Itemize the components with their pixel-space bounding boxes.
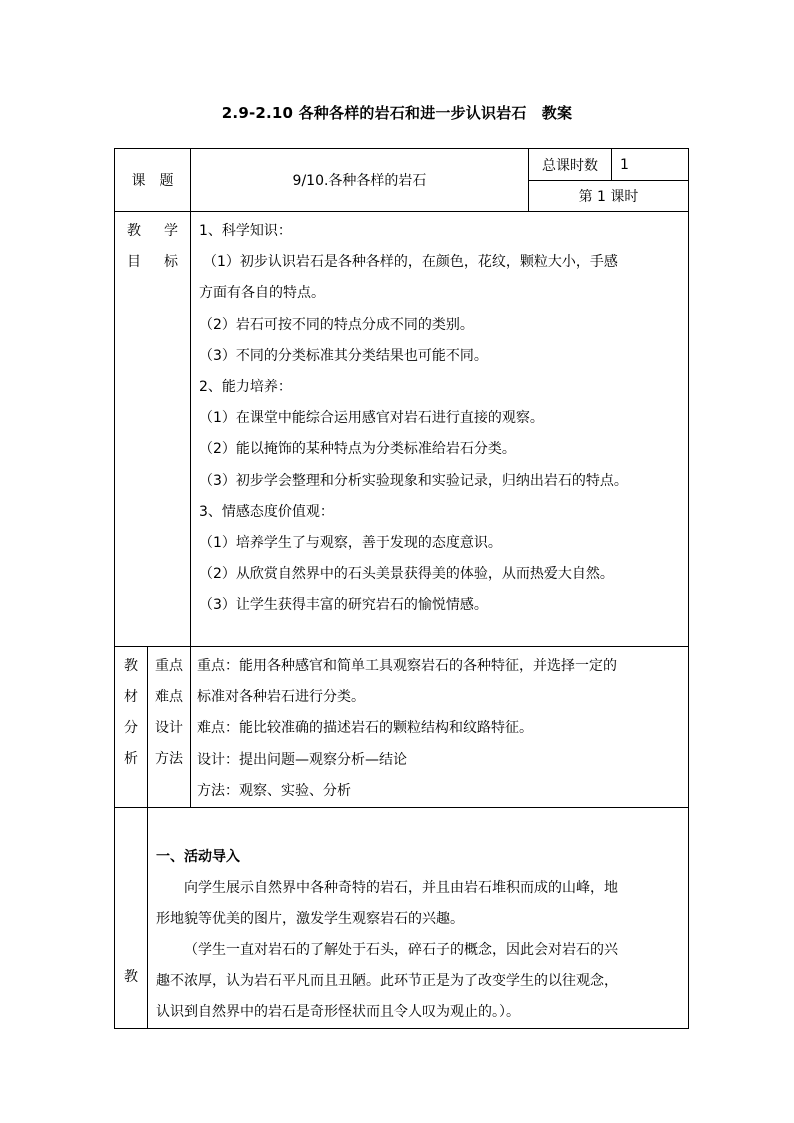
analysis-line: 重点：能用各种感官和简单工具观察岩石的各种特征，并选择一定的 [197,658,617,674]
analysis-inner-label: 难点 [155,689,183,705]
objective-line: （1）培养学生了与观察，善于发现的态度意识。 [199,535,502,552]
objective-line: （1）初步认识岩石是各种各样的，在颜色，花纹，颗粒大小，手感 [203,254,618,271]
teaching-line: 向学生展示自然界中各种奇特的岩石，并且由岩石堆积而成的山峰，地 [184,880,618,897]
analysis-inner-label: 重点 [155,658,183,674]
objective-line: 2、能力培养： [199,379,292,396]
section-heading: 一、活动导入 [156,849,240,866]
analysis-inner-label: 设计 [155,720,183,736]
teaching-label: 教 [124,969,138,986]
analysis-outer-label-cell [115,647,148,808]
analysis-line: 难点：能比较准确的描述岩石的颗粒结构和纹路特征。 [197,720,533,737]
teaching-line: 认识到自然界中的岩石是奇形怪状而且令人叹为观止的。）。 [156,1004,520,1021]
teaching-line: 形地貌等优美的图片，激发学生观察岩石的兴趣。 [156,911,464,928]
teaching-line: （学生一直对岩石的了解处于石头，碎石子的概念，因此会对岩石的兴 [184,942,618,959]
objective-line: （1）在课堂中能综合运用感官对岩石进行直接的观察。 [199,410,544,427]
objectives-content [191,212,689,647]
objectives-label-line2: 目 标 [127,254,178,270]
objective-line: （3）让学生获得丰富的研究岩石的愉悦情感。 [199,597,488,614]
topic-label: 课 题 [131,173,174,189]
analysis-outer-char: 材 [124,689,138,705]
objectives-label-line1: 教 学 [127,223,178,239]
teaching-line: 趣不浓厚，认为岩石平凡而且丑陋。此环节正是为了改变学生的以往观念， [156,973,618,990]
topic-value: 9/10.各种各样的岩石 [292,173,427,189]
teaching-content [148,808,689,1029]
analysis-outer-char: 析 [124,751,138,767]
analysis-outer-char: 教 [124,658,138,674]
analysis-inner-label: 方法 [155,751,183,767]
objective-line: （3）初步学会整理和分析实验现象和实验记录，归纳出岩石的特点。 [199,472,628,489]
objective-line: 1、科学知识： [199,223,292,239]
lesson-plan-table [114,148,689,1029]
hours-value: 1 [620,156,629,173]
analysis-line: 方法：观察、实验、分析 [197,782,351,799]
hours-label-cell [529,149,612,181]
analysis-line: 设计：提出问题—观察分析—结论 [197,751,407,768]
objective-line: 3、情感态度价值观： [199,503,334,520]
period-cell [529,181,689,212]
hours-value-cell [612,149,689,181]
analysis-content [191,647,689,808]
document-title: 2.9-2.10 各种各样的岩石和进一步认识岩石 教案 [221,104,573,122]
objective-line: （2）岩石可按不同的特点分成不同的类别。 [199,316,474,333]
objective-line: （3）不同的分类标准其分类结果也可能不同。 [199,347,488,364]
analysis-line: 标准对各种岩石进行分类。 [197,689,365,706]
hours-label: 总课时数 [542,157,598,174]
objective-line: （2）能以掩饰的某种特点为分类标准给岩石分类。 [199,441,516,458]
analysis-inner-label-cell [148,647,191,808]
objective-line: 方面有各自的特点。 [199,285,325,302]
topic-value-cell [191,149,529,212]
analysis-outer-char: 分 [124,720,138,736]
objectives-label-cell [115,212,191,647]
period-value: 第 1 课时 [578,189,639,205]
topic-label-cell [115,149,191,212]
teaching-label-cell [115,808,148,1029]
objective-line: （2）从欣赏自然界中的石头美景获得美的体验，从而热爱大自然。 [199,566,614,583]
